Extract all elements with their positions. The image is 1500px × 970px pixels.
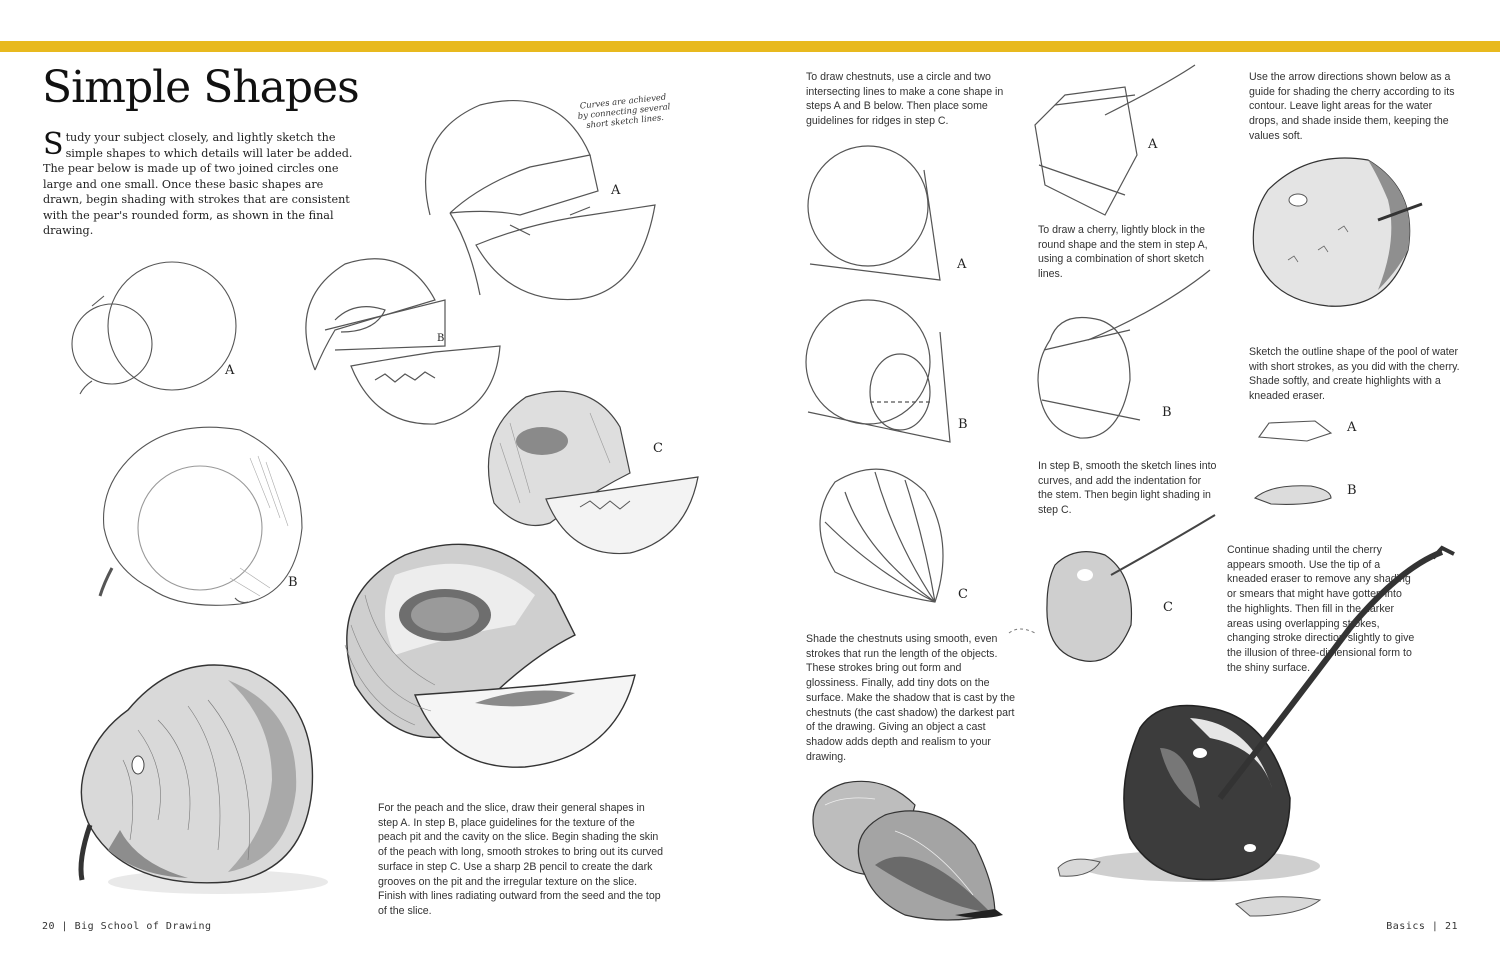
chestnut-intro-text: To draw chestnuts, use a circle and two intersecting lines to make a cone shape in steps A and B below. Then place some guidelines for ridges in step C.: [806, 71, 1004, 128]
drop-cap: S: [43, 127, 64, 162]
chestnut-sketch-step-a: [800, 140, 950, 290]
peach-label-a: A: [611, 183, 621, 198]
cherry-block-text: To draw a cherry, lightly block in the round shape and the stem in step A, using a combination of short sketch lines.: [1038, 224, 1208, 281]
top-color-band: [0, 41, 1500, 52]
cherry-smooth-text: In step B, smooth the sketch lines into curves, and add the indentation for the stem. Then begin light shading in step C.: [1038, 460, 1217, 517]
chestnut-sketch-step-c: [805, 462, 955, 612]
pool-outline-text: Sketch the outline shape of the pool of water with short strokes, as you did with the cherry. Shade softly, and create highlights with a kneaded eraser.: [1249, 346, 1460, 403]
chestnut-final-drawing: [805, 775, 1005, 925]
pear-sketch-step-b: [90, 418, 310, 618]
peach-caption: For the peach and the slice, draw their general shapes in step A. In step B, place guidelines for the texture of the peach pit and the cavity on the slice. Begin shading the skin of the peach with long, smooth strokes to bring out its curved surface in step C. Use a sharp 2B pencil to create the dark grooves on the pit and the irregular texture on the slice. Finish with lines radiating outward from the seed and the top of the slice.: [378, 802, 664, 917]
right-folio: Basics | 21: [1386, 921, 1458, 932]
curves-note: Curves are achieved by connecting several short sketch lines.: [577, 91, 671, 130]
cherry-label-c: C: [1163, 600, 1173, 615]
peach-label-c: C: [653, 441, 663, 456]
pool-label-b: B: [1347, 483, 1357, 498]
continue-shading-text: Continue shading until the cherry appears smooth. Use the tip of a kneaded eraser to remove any shading or smears that might have gotten into the highlights. Then fill in the darker areas using overlapping strokes, changing stroke direction slightly to give the illusion of three-dimensional form to the shiny surface.: [1227, 544, 1415, 674]
cherry-final-drawing: [1050, 548, 1470, 928]
cherry-sketch-step-a: [1025, 65, 1205, 225]
chestnut-sketch-step-b: [800, 292, 960, 452]
cherry-arrow-guide-drawing: [1248, 150, 1428, 310]
pear-final-drawing: [68, 650, 348, 900]
pear-label-b: B: [288, 575, 298, 590]
water-pool-sketch-b: [1251, 480, 1337, 508]
chestnut-shading-text: Shade the chestnuts using smooth, even strokes that run the length of the objects. These strokes bring out form and glossiness. Finally, add tiny dots on the surface. Make the shadow that is cast by the chestnuts (the cast shadow) the darkest part of the drawing. Giving an object a cast shadow adds depth and realism to your drawing.: [806, 633, 1016, 763]
peach-sketch-step-b: [295, 250, 505, 430]
peach-final-drawing: [335, 535, 645, 775]
water-pool-sketch-a: [1255, 417, 1337, 447]
chestnut-label-c: C: [958, 587, 968, 602]
pear-label-a: A: [225, 363, 235, 378]
cherry-label-a: A: [1148, 137, 1158, 152]
intro-text: tudy your subject closely, and lightly sketch the simple shapes to which details will later be added. The pear below is made up of two joined circles one large and one small. Once these basic shapes are drawn, begin shading with strokes that are consistent with the pear's rounded form, as shown in the final drawing.: [43, 131, 353, 237]
chestnut-label-a: A: [957, 257, 967, 272]
pool-label-a: A: [1347, 420, 1357, 435]
intro-paragraph: [43, 127, 365, 239]
cherry-label-b: B: [1162, 405, 1172, 420]
left-folio: 20 | Big School of Drawing: [42, 921, 212, 932]
peach-label-b: B: [437, 333, 445, 344]
pear-sketch-step-a: [62, 256, 242, 396]
chestnut-label-b: B: [958, 417, 968, 432]
arrow-directions-text: Use the arrow directions shown below as a guide for shading the cherry according to its contour. Leave light areas for the water drops, and shade inside them, keeping the values soft.: [1249, 71, 1455, 142]
cherry-sketch-step-b: [1030, 270, 1220, 450]
page-title: Simple Shapes: [42, 62, 359, 113]
